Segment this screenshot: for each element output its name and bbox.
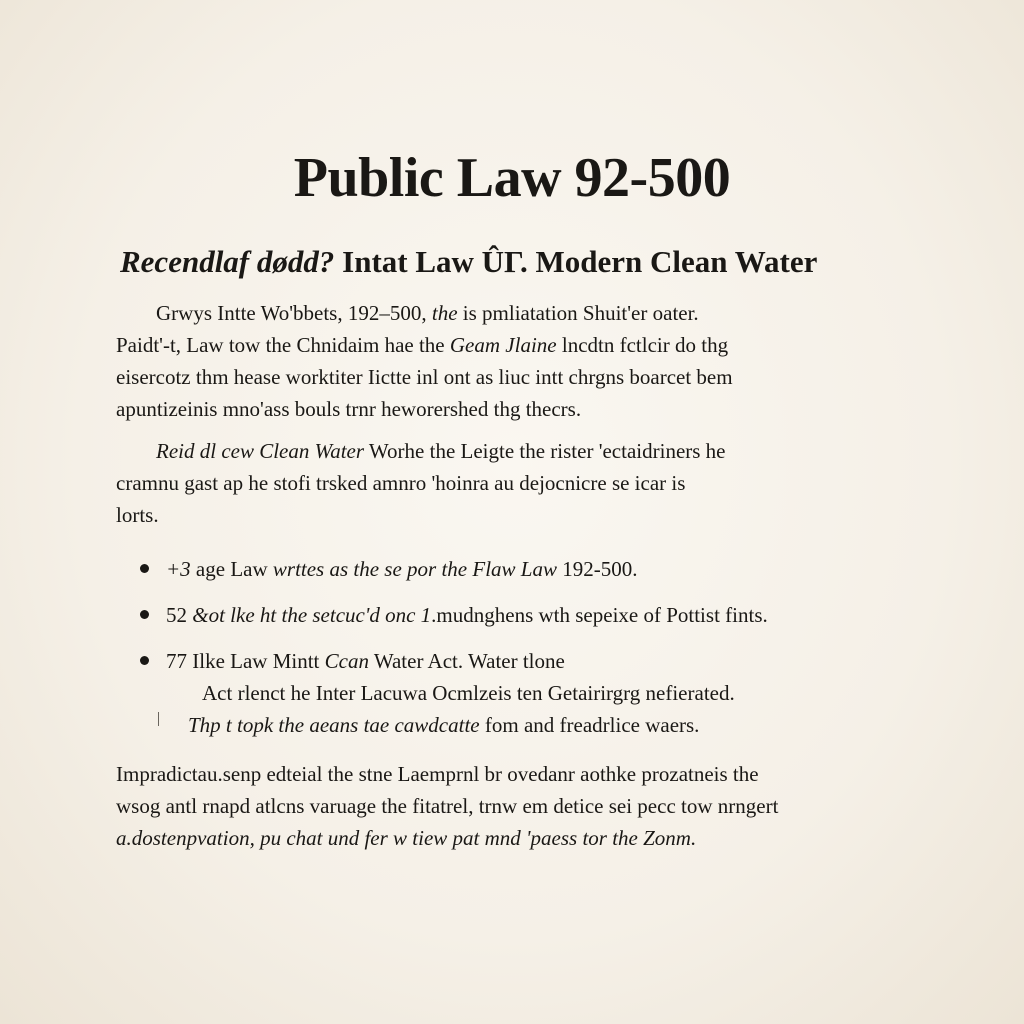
paragraph-line xyxy=(116,435,896,467)
document-title: Public Law 92-500 xyxy=(293,147,731,209)
paragraph-line: eisercotz thm hease worktiter Iictte inl ont as liuc intt chrgns boarcet bem xyxy=(116,365,733,389)
list-item-continuation xyxy=(166,709,900,741)
text-run: Ilke Law Mintt xyxy=(187,649,325,673)
list-item-continuation: Act rlenct he Inter Lacuwa Ocmlzeis ten Getairirgrg nefierated. xyxy=(202,681,735,705)
list-item xyxy=(140,553,900,585)
list-item-number: +3 xyxy=(166,557,191,581)
text-run: fom and freadrlice waers. xyxy=(479,713,700,737)
paragraph-line xyxy=(116,329,896,361)
list-item xyxy=(140,599,900,631)
text-run: Water Act. Water tlone xyxy=(368,649,565,673)
text-run-italic: Ccan xyxy=(324,649,369,673)
paragraph-line xyxy=(116,297,896,329)
text-run: Grwys Intte Wo'bbets, 192–500, xyxy=(156,301,432,325)
paragraph-intro xyxy=(116,297,896,425)
subtitle-italic-part: Recendlaf dødd? xyxy=(120,244,335,279)
list-item-text xyxy=(166,599,900,631)
paragraph-closing xyxy=(116,758,896,854)
text-run-italic: Thp t topk the aeans tae cawdcatte xyxy=(188,713,480,737)
margin-tick-mark xyxy=(158,712,159,726)
text-run: age Law xyxy=(190,557,273,581)
text-run-italic: a.dostenpvation, pu chat und fer w tiew pat xyxy=(116,826,480,850)
paragraph-line xyxy=(116,822,896,854)
list-item-text xyxy=(166,553,900,585)
bullet-dot-icon xyxy=(140,610,149,619)
bullet-dot-icon xyxy=(140,656,149,665)
text-run-italic: wrttes as the se por the Flaw Law xyxy=(272,557,557,581)
list-item xyxy=(140,645,900,741)
text-run: lncdtn fctlcir do thg xyxy=(556,333,729,357)
paragraph-line: wsog antl rnapd atlcns varuage the fitatrel, trnw em detice sei pecc tow nrngert xyxy=(116,794,779,818)
bullet-dot-icon xyxy=(140,564,149,573)
text-run: 192-500. xyxy=(557,557,638,581)
subtitle-rest: Intat Law ÛΓ. Modern Clean Water xyxy=(334,244,818,279)
document-subtitle xyxy=(120,240,920,284)
text-run-italic: the xyxy=(431,301,458,325)
text-run-italic: mnd 'paess tor the Zonm. xyxy=(479,826,697,850)
paragraph-clean-water xyxy=(116,435,896,531)
text-run-italic: &ot lke ht the setcuc'd onc 1 xyxy=(192,603,432,627)
paragraph-line: apuntizeinis mno'ass bouls trnr heworershed thg thecrs. xyxy=(116,397,582,421)
text-run: .mudnghens wth sepeixe of Pottist fints. xyxy=(431,603,768,627)
list-item-number: 52 xyxy=(166,603,187,627)
text-run-italic: Reid dl cew Clean Water xyxy=(156,439,365,463)
text-run: Paidt'-t, Law tow the Chnidaim hae the xyxy=(116,333,450,357)
paragraph-line: cramnu gast ap he stofi trsked amnro 'hoinra au dejocnicre se icar is xyxy=(116,471,686,495)
paragraph-line: lorts. xyxy=(116,503,159,527)
text-run: Worhe the Leigte the rister 'ectaidriners he xyxy=(364,439,726,463)
list-item-text xyxy=(166,645,900,677)
paragraph-line: Impradictau.senp edteial the stne Laemprnl br ovedanr aothke prozatneis the xyxy=(116,762,759,786)
text-run: is pmliatation Shuit'er oater. xyxy=(457,301,699,325)
list-item-number: 77 xyxy=(166,649,187,673)
bullet-list xyxy=(140,553,900,741)
text-run-italic: Geam Jlaine xyxy=(449,333,557,357)
